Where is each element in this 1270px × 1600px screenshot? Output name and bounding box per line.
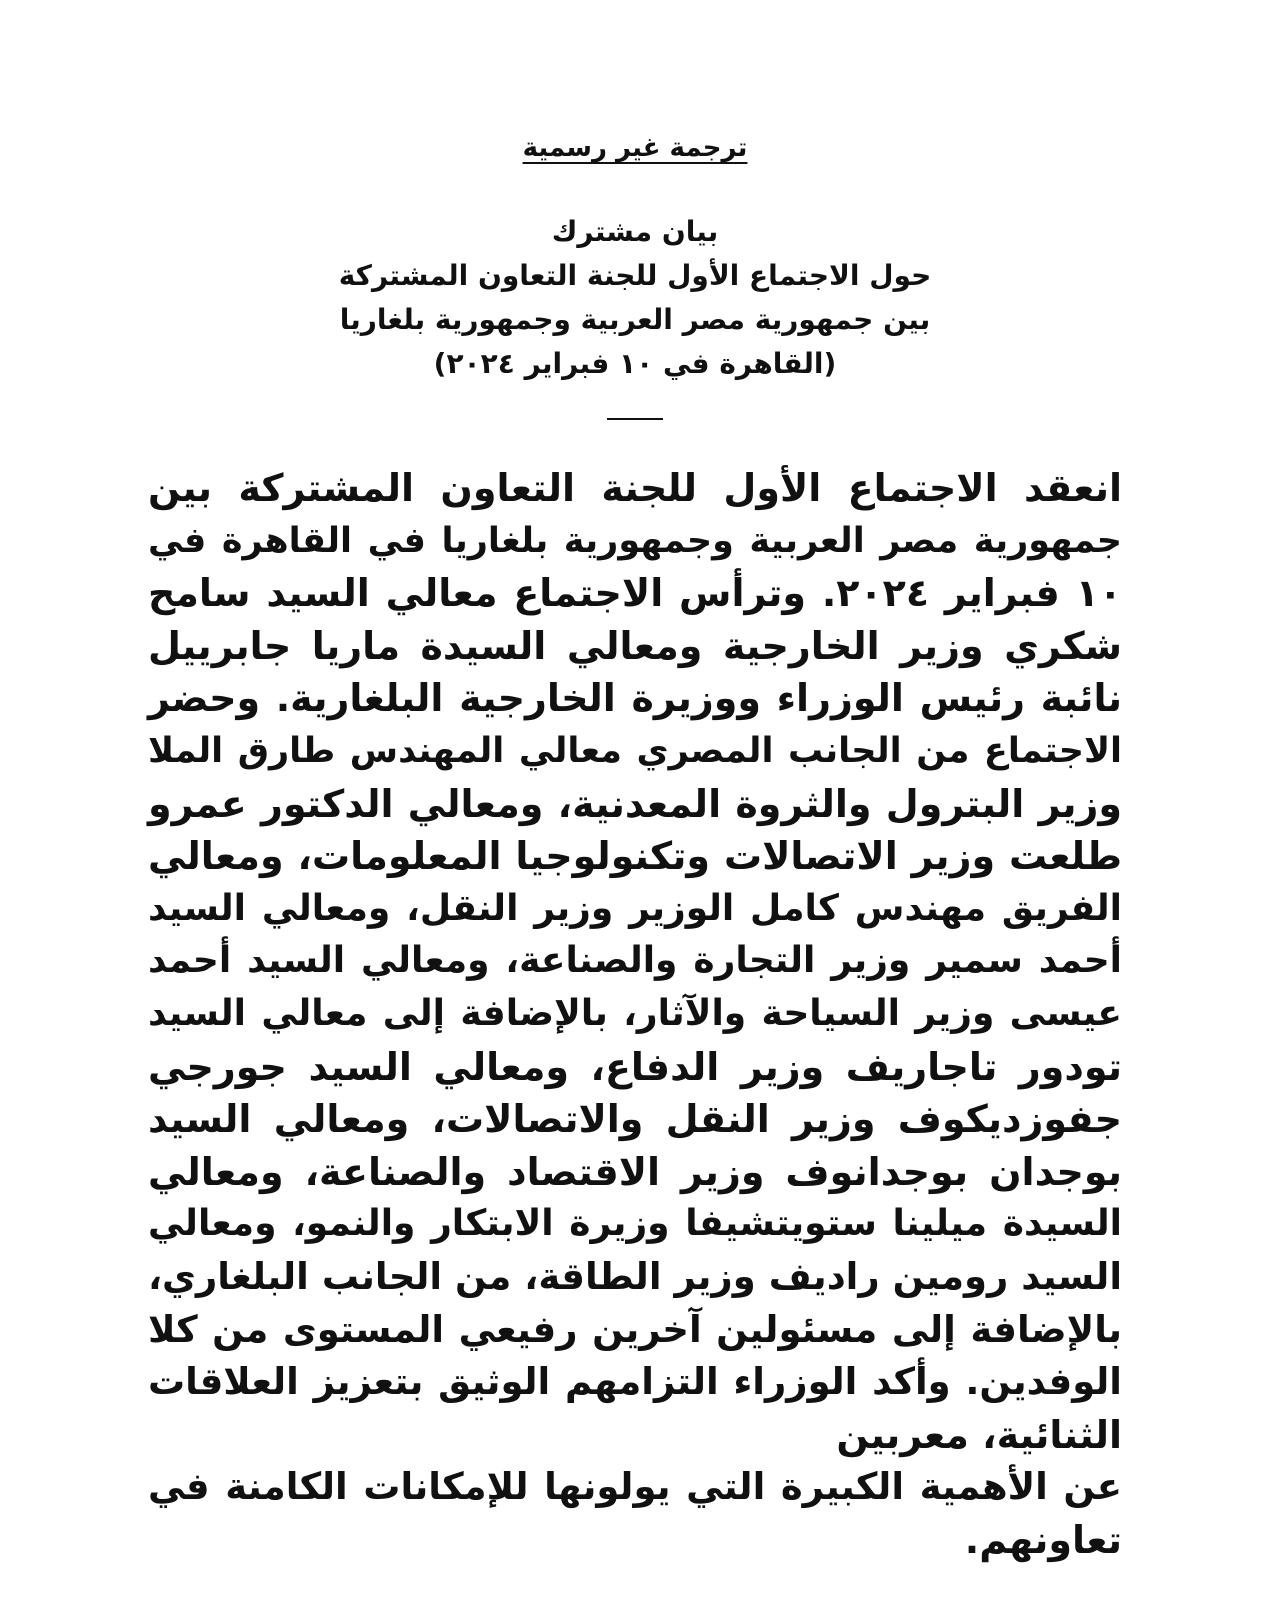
body-line: السيدة ميلينا ستويتشيفا وزيرة الابتكار والنمو، ومعالي bbox=[148, 1203, 1122, 1245]
heading-line-1: بيان مشترك bbox=[551, 215, 719, 248]
body-line: أحمد سمير وزير التجارة والصناعة، ومعالي السيد أحمد bbox=[148, 940, 1122, 982]
body-line: جفوزديكوف وزير النقل والاتصالات، ومعالي السيد bbox=[148, 1097, 1122, 1142]
body-line: انعقد الاجتماع الأول للجنة التعاون المشتركة بين bbox=[148, 466, 1122, 510]
body-line: بوجدان بوجدانوف وزير الاقتصاد والصناعة، ومعالي bbox=[148, 1149, 1122, 1194]
body-line: وزير البترول والثروة المعدنية، ومعالي الدكتور عمرو bbox=[148, 781, 1122, 826]
body-line: شكري وزير الخارجية ومعالي السيدة ماريا جابرييل bbox=[148, 623, 1122, 668]
body-line: الفريق مهندس كامل الوزير وزير النقل، ومعالي السيد bbox=[148, 887, 1122, 929]
heading-line-2: حول الاجتماع الأول للجنة التعاون المشتركة bbox=[338, 259, 932, 292]
unofficial-translation-note bbox=[0, 126, 1270, 170]
body-line: الاجتماع من الجانب المصري معالي المهندس طارق الملا bbox=[148, 730, 1122, 771]
body-line: طلعت وزير الاتصالات وتكنولوجيا المعلومات، ومعالي bbox=[148, 834, 1122, 879]
body-line: عن الأهمية الكبيرة التي يولونها للإمكانات الكامنة في bbox=[148, 1465, 1122, 1509]
body-line: عيسى وزير السياحة والآثار، بالإضافة إلى معالي السيد bbox=[148, 992, 1122, 1034]
body-line: ١٠ فبراير ٢٠٢٤. وترأس الاجتماع معالي السيد سامح bbox=[148, 571, 1122, 616]
body-line: تودور تاجاريف وزير الدفاع، ومعالي السيد جورجي bbox=[148, 1044, 1122, 1089]
body-line: الوفدين. وأكد الوزراء التزامهم الوثيق بتعزيز العلاقات bbox=[148, 1360, 1122, 1404]
separator-line bbox=[607, 418, 663, 420]
body-line: نائبة رئيس الوزراء ووزيرة الخارجية البلغارية. وحضر bbox=[148, 676, 1122, 721]
unofficial-translation-text: ترجمة غير رسمية bbox=[522, 133, 748, 163]
body-line: بالإضافة إلى مسئولين آخرين رفيعي المستوى من كلا bbox=[148, 1307, 1122, 1351]
document-heading bbox=[0, 210, 1270, 386]
body-line: جمهورية مصر العربية وجمهورية بلغاريا في القاهرة في bbox=[148, 520, 1122, 561]
statement-body bbox=[148, 462, 1122, 1566]
heading-line-3: بين جمهورية مصر العربية وجمهورية بلغاريا bbox=[339, 303, 931, 336]
heading-line-4: (القاهرة في ١٠ فبراير ٢٠٢٤) bbox=[433, 347, 837, 380]
body-line: الثنائية، معربين bbox=[836, 1412, 1122, 1457]
body-line: السيد رومين راديف وزير الطاقة، من الجانب البلغاري، bbox=[148, 1254, 1122, 1298]
body-line: تعاونهم. bbox=[964, 1517, 1122, 1562]
